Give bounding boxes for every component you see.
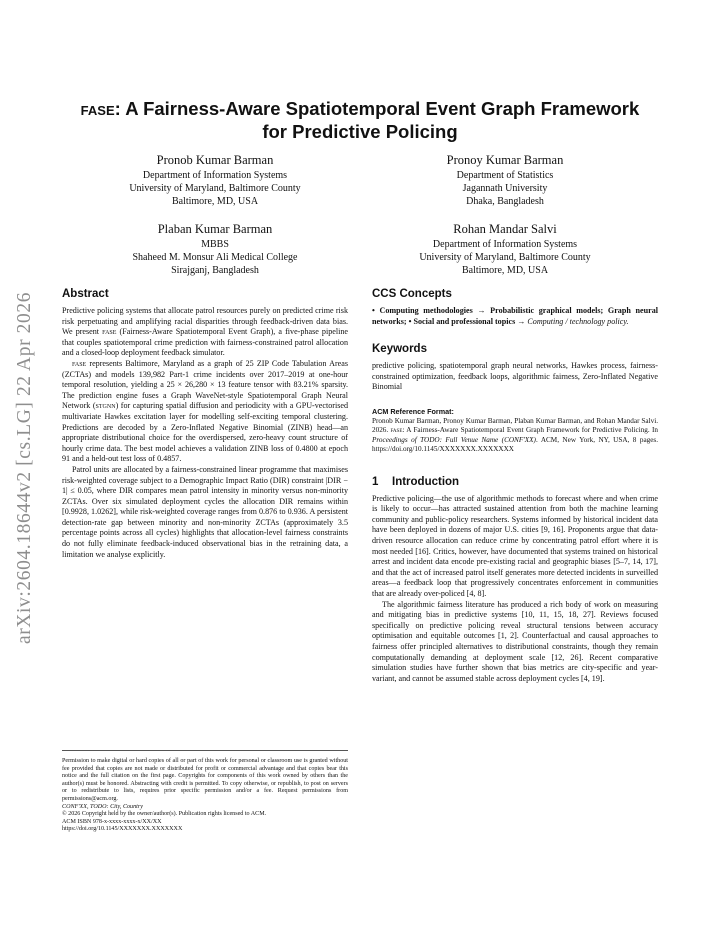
introduction-heading: 1 Introduction bbox=[372, 475, 460, 488]
title-line-2: for Predictive Policing bbox=[262, 121, 458, 142]
arxiv-watermark bbox=[6, 258, 44, 678]
author-affiliation: MBBS bbox=[201, 239, 229, 250]
author-block-3 bbox=[70, 221, 360, 277]
keywords-heading: Keywords bbox=[372, 343, 427, 356]
introduction-paragraph-1: Predictive policing—the use of algorithmic methods to forecast where and when crime is likely to occur—has attracted sustained attention from both the machine learning community and public-policy researchers. Systems informed by historical incident data have been deployed in dozens of major U.S. cities [9, 16]. Proponents argue that data-driven resource allocation can reduce crime by concentrating patrol effort where it is most needed [16]. Critics, however, have documented that systems trained on historical arrest and incident data encode pre-existing racial and geographic biases [5–7, 14, 17], and that the act of increased patrol itself generates more detected incidents in surveilled areas—a feedback loop that progressively concentrates enforcement in communities that are already over-policed [4, 8]. bbox=[372, 493, 658, 598]
acm-reference-text: Pronob Kumar Barman, Pronoy Kumar Barman, Plaban Kumar Barman, and Rohan Mandar Salvi. 2026. fase: A Fairness-Aware Spatiotemporal Event Graph Framework for Predictive Policing. In Proceedings of TODO: Full Venue Name (CONF'XX). ACM, New York, NY, USA, 8 pages. https://doi.org/10.1145/XXXXXXX.XXXXXXX bbox=[372, 416, 659, 454]
title-line-1: : A Fairness-Aware Spatiotemporal Event Graph Framework bbox=[114, 98, 640, 119]
isbn-line: ACM ISBN 978-x-xxxx-xxxx-x/XX/XX bbox=[62, 818, 162, 825]
ccs-heading: CCS Concepts bbox=[372, 288, 452, 300]
conference-venue: CONF'XX, TODO: City, Country bbox=[62, 803, 143, 810]
right-column bbox=[372, 287, 658, 684]
arxiv-id[interactable]: arXiv:2604.18644v2 [cs.LG] 22 Apr 2026 bbox=[14, 291, 35, 645]
author-affiliation: Baltimore, MD, USA bbox=[461, 265, 549, 276]
author-affiliation: Department of Statistics bbox=[456, 170, 554, 181]
author-affiliation: Department of Information Systems bbox=[142, 170, 288, 181]
paper-title bbox=[60, 97, 660, 143]
abstract-paragraph-1: Predictive policing systems that allocate patrol resources purely on predicted crime risk risk perpetuating and amplifying racial disparities through feedback-driven data bias. We present fase (Fairness-Aware Spatiotemporal Event Graph), a five-phase pipeline that couples spatiotemporal crime prediction with fairness-constrained patrol allocation and a closed-loop deployment feedback simulator. bbox=[62, 306, 348, 358]
acm-reference-heading: ACM Reference Format: bbox=[372, 406, 454, 416]
author-block-4 bbox=[360, 221, 650, 277]
author-affiliation: Sirajganj, Bangladesh bbox=[171, 265, 259, 276]
introduction-paragraph-2: The algorithmic fairness literature has produced a rich body of work on measuring and mitigating bias in predictive systems [10, 11, 15, 18, 27]. Reviews focused specifically on predictive policing reveal structural tensions between accuracy optimisation and equitable outcomes [1, 2]. Counterfactual and causal approaches to fairness offer principled alternatives to distributional constraints, though they remain computationally demanding at deployment scale [12, 26]. Recent comparative simulation studies have further shown that bias metrics are city-specific and year-variant, and cannot be assumed stable across deployment cycles [4, 19]. bbox=[372, 599, 658, 683]
author-affiliation: Jagannath University bbox=[462, 183, 548, 194]
left-column bbox=[62, 287, 348, 560]
abstract-paragraph-2: fase represents Baltimore, Maryland as a graph of 25 ZIP Code Tabulation Areas (ZCTAs) and models 139,982 Part-1 crime incidents over 2017–2019 at one-hour temporal resolution, yielding a 25 × 26,280 × 13 feature tensor with 83.21% sparsity. The prediction engine fuses a Graph WaveNet-style Spatiotemporal Graph Neural Network (stgnn) for capturing spatial diffusion and periodicity with a GPU-vectorised multivariate Hawkes excitation layer for modelling self-exciting temporal clustering. Predictions are decoded by a Zero-Inflated Negative Binomial (ZINB) head—an appropriate distributional choice for the overdispersed, zero-heavy count structure of hourly crime data. The best model achieves a validation ZINB loss of 0.4800 at epoch 91 and a held-out test loss of 0.4857. bbox=[62, 358, 348, 464]
author-affiliation: Department of Information Systems bbox=[432, 239, 578, 250]
permission-notice: Permission to make digital or hard copies of all or part of this work for personal or classroom use is granted without fee provided that copies are not made or distributed for profit or commercial advantage and that copies bear this notice and the full citation on the first page. Copyrights for components of this work owned by others than the author(s) must be honored. Abstracting with credit is permitted. To copy otherwise, or republish, to post on servers or to redistribute to lists, requires prior specific permission and/or a fee. Request permissions from permissions@acm.org. bbox=[62, 758, 348, 802]
ccs-concepts: • Computing methodologies → Probabilistic graphical models; Graph neural networks; • Social and professional topics → Computing / technology policy. bbox=[372, 306, 658, 326]
author-name: Plaban Kumar Barman bbox=[157, 222, 273, 236]
author-name: Rohan Mandar Salvi bbox=[453, 222, 557, 236]
title-acronym: fase bbox=[80, 98, 115, 119]
doi-link[interactable]: https://doi.org/10.1145/XXXXXXX.XXXXXXX bbox=[62, 826, 183, 833]
abstract-paragraph-3: Patrol units are allocated by a fairness-constrained linear programme that maximises risk-weighted coverage subject to a Demographic Impact Ratio (DIR) constraint |DIR − 1| ≤ 0.05, where DIR compares mean patrol intensity in minority versus non-minority ZCTAs. Over six simulated deployment cycles the allocation DIR remains within [0.9928, 1.0262], while risk-weighted coverage ranges from 0.876 to 0.936. A persistent detection-rate gap between minority and non-minority ZCTAs (approximately 3.5 percentage points across all cycles) highlights that allocation-level fairness constraints do not fully eliminate feedback-induced observational bias in the retraining data, a limitation we analyse explicitly. bbox=[62, 464, 348, 559]
keywords-text: predictive policing, spatiotemporal graph neural networks, Hawkes process, fairness-constrained optimization, feedback loops, algorithmic fairness, Zero-Inflated Negative Binomial bbox=[372, 361, 658, 392]
copyright-footnote bbox=[62, 750, 348, 834]
author-affiliation: Shaheed M. Monsur Ali Medical College bbox=[132, 252, 298, 263]
author-affiliation: University of Maryland, Baltimore County bbox=[419, 252, 591, 263]
author-affiliation: Baltimore, MD, USA bbox=[171, 196, 259, 207]
author-name: Pronob Kumar Barman bbox=[156, 153, 274, 167]
author-affiliation: Dhaka, Bangladesh bbox=[466, 196, 544, 207]
author-name: Pronoy Kumar Barman bbox=[446, 153, 564, 167]
author-affiliation: University of Maryland, Baltimore County bbox=[129, 183, 301, 194]
copyright-line: © 2026 Copyright held by the owner/author(s). Publication rights licensed to ACM. bbox=[62, 811, 267, 818]
author-block-2 bbox=[360, 152, 650, 208]
author-block-1 bbox=[70, 152, 360, 208]
abstract-heading: Abstract bbox=[62, 288, 109, 300]
